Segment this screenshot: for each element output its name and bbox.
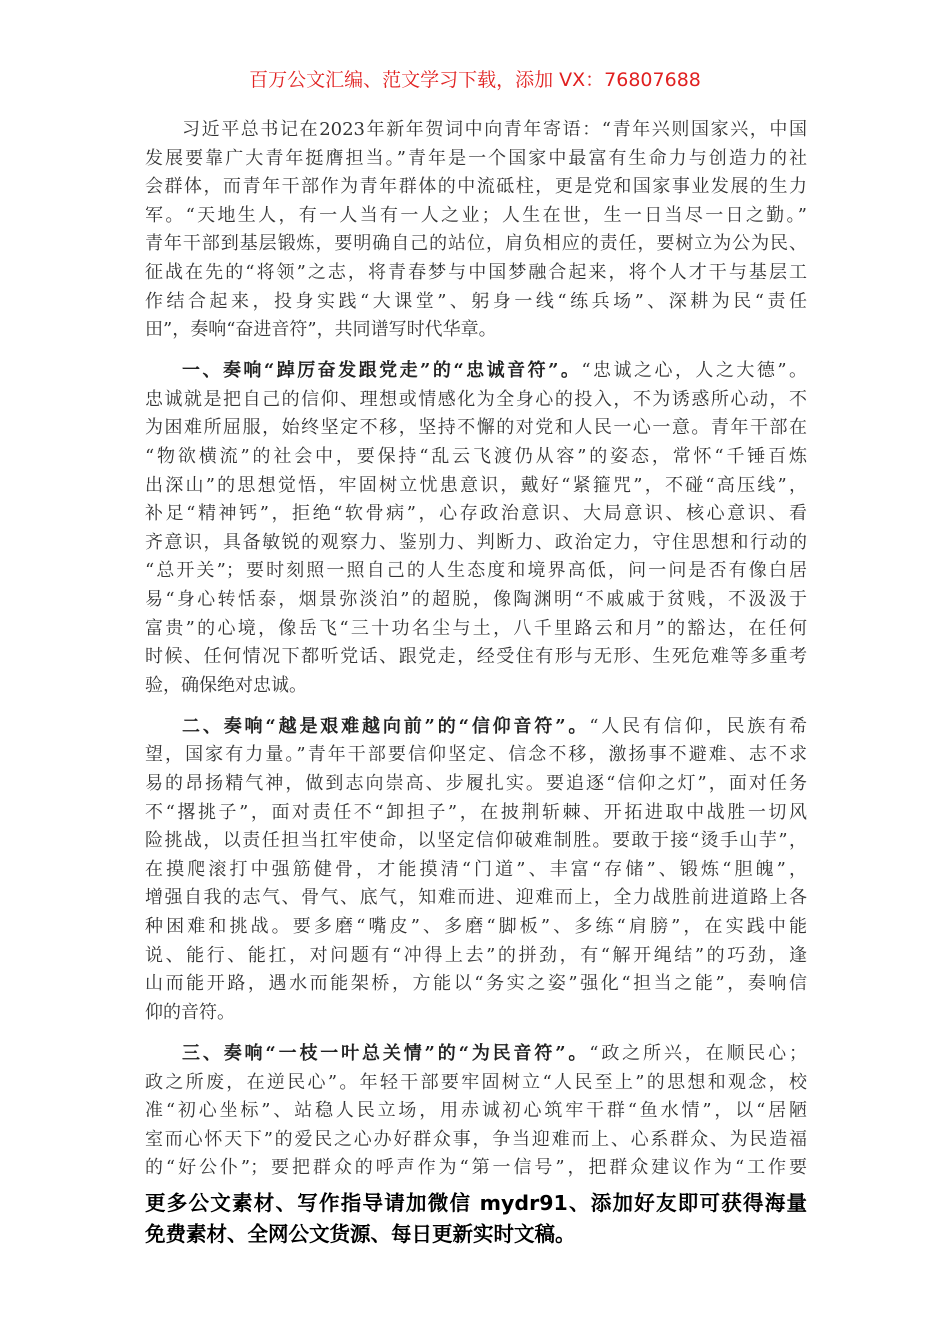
text-line	[145, 672, 807, 701]
line-text: 种困难和挑战。要多磨“嘴皮”、多磨“脚板”、多练“肩膀”，在实践中能	[145, 916, 807, 938]
line-text: 易的昂扬精气神，做到志向崇高、步履扎实。要追逐“信仰之灯”，面对任务	[145, 773, 807, 795]
line-text: 为困难所屈服，始终坚定不移，坚持不懈的对党和人民一心一意。青年干部在	[145, 417, 807, 439]
line-text: 齐意识，具备敏锐的观察力、鉴别力、判断力、政治定力，守住思想和行动的	[145, 531, 807, 553]
line-text: 时候、任何情况下都听党话、跟党走，经受住有形与无形、生死危难等多重考	[145, 646, 807, 668]
text-line	[145, 173, 807, 202]
line-text: 山而能开路，遇水而能架桥，方能以“务实之姿”强化“担当之能”，奏响信	[145, 973, 807, 995]
text-line	[145, 970, 807, 999]
line-text: 易“身心转恬泰，烟景弥淡泊”的超脱，像陶渊明“不戚戚于贫贱，不汲汲于	[145, 589, 807, 610]
line-text: 说、能行、能扛，对问题有“冲得上去”的拼劲，有“解开绳结”的巧劲，逢	[145, 944, 807, 966]
section-heading: 一、奏响“踔厉奋发跟党走”的“忠诚音符”。	[182, 360, 582, 382]
line-text: 政之所废，在逆民心”。年轻干部要牢固树立“人民至上”的思想和观念，校	[145, 1071, 807, 1093]
text-line	[145, 472, 807, 501]
line-text: 忠诚就是把自己的信仰、理想或情感化为全身心的投入，不为诱惑所心动，不	[145, 388, 807, 410]
line-text: 验，确保绝对忠诚。	[145, 674, 307, 696]
text-line	[145, 500, 807, 529]
line-text: “总开关”；要时刻照一照自己的人生态度和境界高低，问一问是否有像白居	[145, 560, 807, 582]
text-line	[145, 999, 807, 1028]
watermark-header: 百万公文汇编、范文学习下载，添加 VX：76807688	[249, 69, 701, 91]
text-line	[145, 615, 807, 644]
line-text: 不“撂挑子”，面对责任不“卸担子”，在披荆斩棘、开拓进取中战胜一切风	[145, 801, 807, 823]
text-line	[145, 1040, 807, 1069]
text-line	[145, 1126, 807, 1155]
line-text: 田”，奏响“奋进音符”，共同谱写时代华章。	[145, 319, 497, 341]
line-text: 富贵”的心境，像岳飞“三十功名尘与土，八千里路云和月”的豁达，在任何	[145, 617, 807, 639]
text-line	[145, 116, 807, 145]
text-line	[145, 288, 807, 317]
line-text: 青年干部到基层锻炼，要明确自己的站位，肩负相应的责任，要树立为公为民、	[145, 233, 807, 255]
section-paragraph	[145, 713, 807, 1028]
text-line	[145, 799, 807, 828]
text-line	[145, 557, 807, 586]
line-text: “政之所兴，在顺民心；	[589, 1042, 807, 1064]
text-line	[145, 913, 807, 942]
text-line	[145, 586, 807, 615]
line-text: 望，国家有力量。”青年干部要信仰坚定、信念不移，激扬事不避难、志不求	[145, 744, 807, 766]
line-text: 准“初心坐标”、站稳人民立场，用赤诚初心筑牢干群“鱼水情”，以“居陋	[145, 1100, 807, 1122]
text-line	[145, 145, 807, 174]
footer-line: 免费素材、全网公文货源、每日更新实时文稿。	[145, 1222, 576, 1246]
intro-paragraph	[145, 116, 807, 345]
section-heading: 二、奏响“越是艰难越向前”的“信仰音符”。	[182, 715, 590, 737]
line-text: 作结合起来，投身实践“大课堂”、躬身一线“练兵场”、深耕为民“责任	[145, 290, 807, 312]
text-line	[145, 643, 807, 672]
text-line	[145, 856, 807, 885]
line-text: “物欲横流”的社会中，要保持“乱云飞渡仍从容”的姿态，常怀“千锤百炼	[145, 446, 807, 468]
line-text: 险挑战，以责任担当扛牢使命，以坚定信仰破难制胜。要敢于接“烫手山芋”，	[145, 830, 807, 852]
section-paragraph	[145, 1040, 807, 1183]
line-text: 补足“精神钙”，拒绝“软骨病”，心存政治意识、大局意识、核心意识、看	[145, 503, 807, 525]
text-line	[145, 414, 807, 443]
text-line	[145, 202, 807, 231]
line-text: 在摸爬滚打中强筋健骨，才能摸清“门道”、丰富“存储”、锻炼“胆魄”，	[145, 858, 807, 880]
footer-line: 更多公文素材、写作指导请加微信 mydr91、添加好友即可获得海量	[145, 1191, 807, 1215]
text-line	[145, 259, 807, 288]
text-line	[145, 713, 807, 742]
text-line	[145, 386, 807, 415]
promo-footer	[145, 1188, 807, 1250]
text-line	[145, 357, 807, 386]
line-text: 的“好公仆”；要把群众的呼声作为“第一信号”，把群众建议作为“工作要	[145, 1157, 807, 1179]
text-line	[145, 1154, 807, 1183]
text-line	[145, 1097, 807, 1126]
text-line	[145, 884, 807, 913]
document-body	[145, 116, 807, 1195]
text-line	[145, 770, 807, 799]
line-text: 征战在先的“将领”之志，将青春梦与中国梦融合起来，将个人才干与基层工	[145, 261, 807, 283]
text-line	[145, 443, 807, 472]
line-text: 室而心怀天下”的爱民之心办好群众事，争当迎难而上、心系群众、为民造福	[145, 1128, 807, 1150]
line-text: 会群体，而青年干部作为青年群体的中流砥柱，更是党和国家事业发展的生力	[145, 176, 807, 198]
text-line	[145, 529, 807, 558]
text-line	[145, 230, 807, 259]
text-line	[145, 942, 807, 971]
line-text: “人民有信仰，民族有希	[589, 715, 807, 737]
section-paragraph	[145, 357, 807, 700]
line-text: 出深山”的思想觉悟，牢固树立忧患意识，戴好“紧箍咒”，不碰“高压线”，	[145, 474, 807, 496]
text-line	[145, 1069, 807, 1098]
line-text: 仰的音符。	[145, 1001, 235, 1023]
text-line	[145, 741, 807, 770]
line-text: 军。“天地生人，有一人当有一人之业；人生在世，生一日当尽一日之勤。”	[145, 204, 807, 226]
text-line	[145, 316, 807, 345]
line-text: 习近平总书记在2023年新年贺词中向青年寄语：“青年兴则国家兴，中国	[182, 119, 807, 140]
line-text: 增强自我的志气、骨气、底气，知难而进、迎难而上，全力战胜前进道路上各	[145, 887, 807, 909]
line-text: 发展要靠广大青年挺膺担当。”青年是一个国家中最富有生命力与创造力的社	[145, 147, 807, 169]
line-text: “忠诚之心，人之大德”。	[581, 360, 807, 382]
text-line	[145, 827, 807, 856]
section-heading: 三、奏响“一枝一叶总关情”的“为民音符”。	[182, 1042, 590, 1064]
